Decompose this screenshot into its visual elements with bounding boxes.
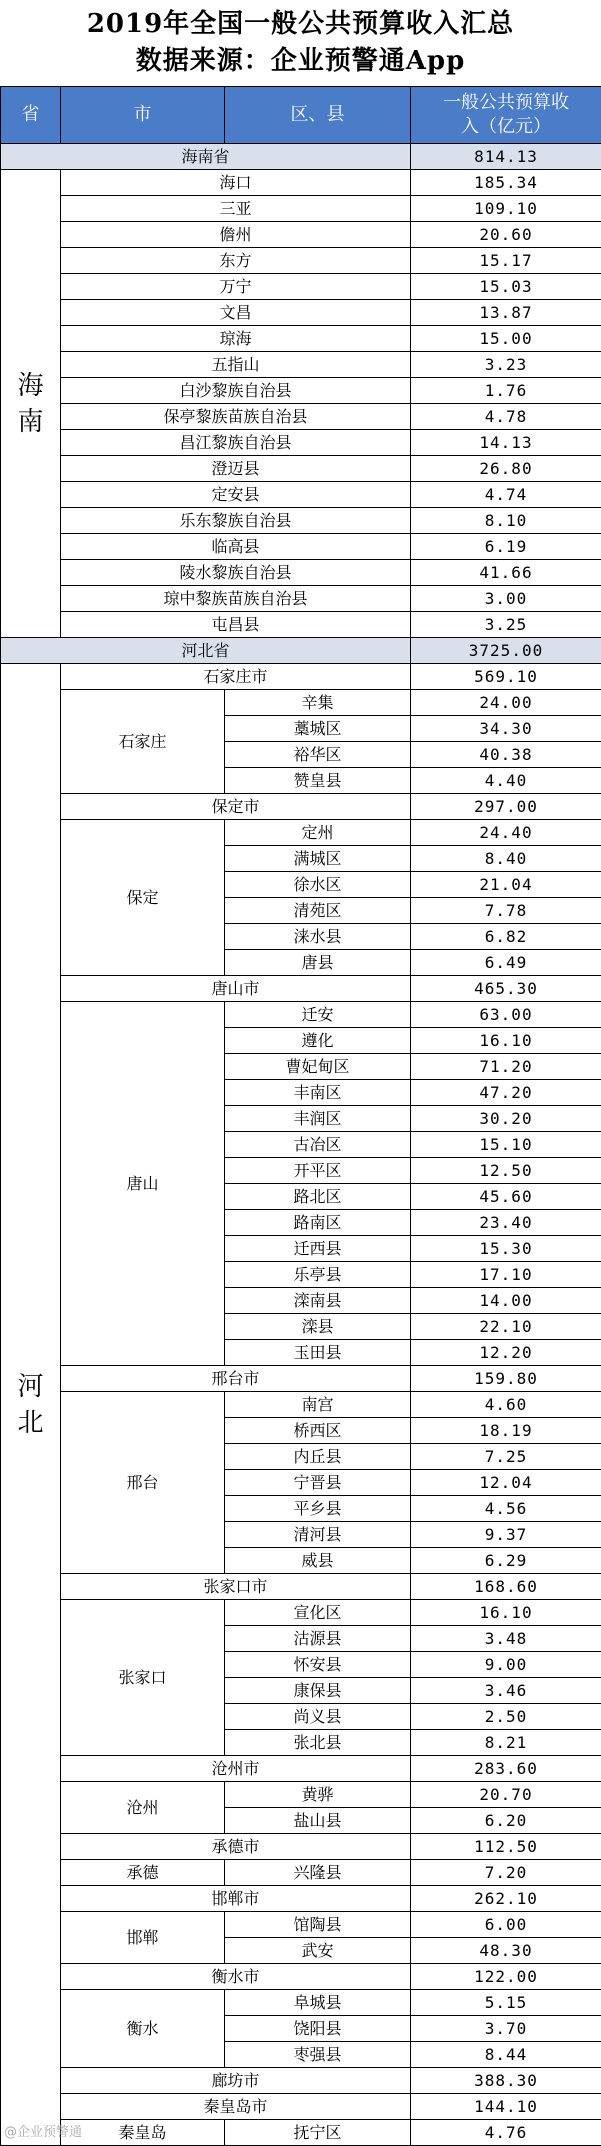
county-value: 6.19 <box>411 534 601 560</box>
city-total-value: 262.10 <box>411 1886 601 1912</box>
city-total-row <box>1 794 601 820</box>
city-group-label: 邢台 <box>61 1392 225 1574</box>
province-name: 海南省 <box>1 144 411 170</box>
county-value: 15.00 <box>411 326 601 352</box>
county-value: 2.50 <box>411 1704 601 1730</box>
county-name: 满城区 <box>225 846 411 872</box>
table-row <box>1 430 601 456</box>
table-row <box>1 1600 601 1626</box>
county-value: 12.04 <box>411 1470 601 1496</box>
province-total: 814.13 <box>411 144 601 170</box>
city-total-row <box>1 2094 601 2120</box>
county-value: 34.30 <box>411 716 601 742</box>
county-name: 内丘县 <box>225 1444 411 1470</box>
city-total-value: 144.10 <box>411 2094 601 2120</box>
county-name: 赞皇县 <box>225 768 411 794</box>
county-name: 滦南县 <box>225 1288 411 1314</box>
header-amount: 一般公共预算收入（亿元） <box>411 87 601 144</box>
city-total-value: 168.60 <box>411 1574 601 1600</box>
city-name: 临高县 <box>61 534 411 560</box>
county-value: 15.10 <box>411 1132 601 1158</box>
county-name: 涞水县 <box>225 924 411 950</box>
city-total-row <box>1 1964 601 1990</box>
county-value: 26.80 <box>411 456 601 482</box>
city-total-value: 465.30 <box>411 976 601 1002</box>
county-value: 47.20 <box>411 1080 601 1106</box>
city-total-value: 569.10 <box>411 664 601 690</box>
table-row <box>1 456 601 482</box>
city-total-name: 承德市 <box>61 1834 411 1860</box>
county-value: 9.00 <box>411 1652 601 1678</box>
city-name: 五指山 <box>61 352 411 378</box>
city-name: 琼海 <box>61 326 411 352</box>
county-value: 12.20 <box>411 1340 601 1366</box>
county-value: 21.04 <box>411 872 601 898</box>
city-name: 澄迈县 <box>61 456 411 482</box>
county-value: 15.17 <box>411 248 601 274</box>
city-group-label: 张家口 <box>61 1600 225 1756</box>
county-value: 4.76 <box>411 2120 601 2146</box>
city-name: 定安县 <box>61 482 411 508</box>
county-value: 4.78 <box>411 404 601 430</box>
table-row <box>1 248 601 274</box>
county-value: 45.60 <box>411 1184 601 1210</box>
city-total-name: 沧州市 <box>61 1756 411 1782</box>
county-name: 迁安 <box>225 1002 411 1028</box>
province-name: 河北省 <box>1 638 411 664</box>
county-value: 6.29 <box>411 1548 601 1574</box>
county-name: 清河县 <box>225 1522 411 1548</box>
county-name: 徐水区 <box>225 872 411 898</box>
table-row <box>1 1990 601 2016</box>
city-total-row <box>1 976 601 1002</box>
county-value: 16.10 <box>411 1028 601 1054</box>
city-name: 昌江黎族自治县 <box>61 430 411 456</box>
county-name: 开平区 <box>225 1158 411 1184</box>
table-row <box>1 300 601 326</box>
watermark: @企业预警通 <box>4 2125 83 2140</box>
county-value: 24.40 <box>411 820 601 846</box>
table-row <box>1 1912 601 1938</box>
table-row <box>1 1392 601 1418</box>
county-name: 饶阳县 <box>225 2016 411 2042</box>
city-name: 万宁 <box>61 274 411 300</box>
county-value: 8.40 <box>411 846 601 872</box>
city-total-name: 邯郸市 <box>61 1886 411 1912</box>
county-value: 185.34 <box>411 170 601 196</box>
county-value: 3.70 <box>411 2016 601 2042</box>
county-name: 尚义县 <box>225 1704 411 1730</box>
county-value: 4.60 <box>411 1392 601 1418</box>
title-block <box>0 0 601 86</box>
table-row <box>1 326 601 352</box>
county-name: 清苑区 <box>225 898 411 924</box>
city-group-label: 邯郸 <box>61 1912 225 1964</box>
county-name: 威县 <box>225 1548 411 1574</box>
county-name: 裕华区 <box>225 742 411 768</box>
table-row <box>1 352 601 378</box>
table-row <box>1 1782 601 1808</box>
county-value: 16.10 <box>411 1600 601 1626</box>
county-value: 6.20 <box>411 1808 601 1834</box>
county-value: 23.40 <box>411 1210 601 1236</box>
city-name: 白沙黎族自治县 <box>61 378 411 404</box>
county-name: 滦县 <box>225 1314 411 1340</box>
city-total-row <box>1 2068 601 2094</box>
province-label: 海南 <box>1 170 61 638</box>
county-name: 定州 <box>225 820 411 846</box>
table-row <box>1 482 601 508</box>
table-row <box>1 508 601 534</box>
county-value: 8.44 <box>411 2042 601 2068</box>
county-name: 南宫 <box>225 1392 411 1418</box>
city-total-name: 张家口市 <box>61 1574 411 1600</box>
county-name: 辛集 <box>225 690 411 716</box>
county-value: 7.25 <box>411 1444 601 1470</box>
county-name: 张北县 <box>225 1730 411 1756</box>
city-group-label: 石家庄 <box>61 690 225 794</box>
province-total-row <box>1 638 601 664</box>
county-value: 30.20 <box>411 1106 601 1132</box>
city-group-label: 秦皇岛 <box>61 2120 225 2146</box>
city-total-name: 石家庄市 <box>61 664 411 690</box>
county-name: 迁西县 <box>225 1236 411 1262</box>
county-value: 8.21 <box>411 1730 601 1756</box>
city-total-name: 唐山市 <box>61 976 411 1002</box>
county-name: 沽源县 <box>225 1626 411 1652</box>
county-value: 5.15 <box>411 1990 601 2016</box>
city-name: 屯昌县 <box>61 612 411 638</box>
county-value: 1.76 <box>411 378 601 404</box>
county-name: 武安 <box>225 1938 411 1964</box>
county-name: 曹妃甸区 <box>225 1054 411 1080</box>
county-value: 41.66 <box>411 560 601 586</box>
city-name: 三亚 <box>61 196 411 222</box>
county-name: 玉田县 <box>225 1340 411 1366</box>
province-label: 河北 <box>1 664 61 2146</box>
table-row <box>1 170 601 196</box>
county-name: 黄骅 <box>225 1782 411 1808</box>
table-row <box>1 586 601 612</box>
county-value: 6.00 <box>411 1912 601 1938</box>
table-row <box>1 534 601 560</box>
city-group-label: 保定 <box>61 820 225 976</box>
city-name: 乐东黎族自治县 <box>61 508 411 534</box>
county-value: 9.37 <box>411 1522 601 1548</box>
table-row <box>1 1860 601 1886</box>
header-city: 市 <box>61 87 225 144</box>
city-name: 东方 <box>61 248 411 274</box>
table-row <box>1 612 601 638</box>
table-body <box>1 144 601 2146</box>
county-value: 20.70 <box>411 1782 601 1808</box>
county-value: 7.78 <box>411 898 601 924</box>
county-name: 乐亭县 <box>225 1262 411 1288</box>
city-total-row <box>1 1834 601 1860</box>
city-name: 琼中黎族苗族自治县 <box>61 586 411 612</box>
city-total-name: 衡水市 <box>61 1964 411 1990</box>
city-total-name: 秦皇岛市 <box>61 2094 411 2120</box>
county-name: 古冶区 <box>225 1132 411 1158</box>
county-name: 盐山县 <box>225 1808 411 1834</box>
county-name: 抚宁区 <box>225 2120 411 2146</box>
county-value: 15.30 <box>411 1236 601 1262</box>
table-row <box>1 820 601 846</box>
city-name: 海口 <box>61 170 411 196</box>
county-name: 路北区 <box>225 1184 411 1210</box>
table-row <box>1 378 601 404</box>
revenue-table <box>0 86 601 2146</box>
county-value: 3.25 <box>411 612 601 638</box>
table-row <box>1 404 601 430</box>
county-value: 4.74 <box>411 482 601 508</box>
county-value: 6.82 <box>411 924 601 950</box>
county-value: 3.46 <box>411 1678 601 1704</box>
county-value: 12.50 <box>411 1158 601 1184</box>
table-row <box>1 1002 601 1028</box>
county-value: 15.03 <box>411 274 601 300</box>
county-value: 48.30 <box>411 1938 601 1964</box>
county-value: 4.40 <box>411 768 601 794</box>
county-value: 24.00 <box>411 690 601 716</box>
county-name: 路南区 <box>225 1210 411 1236</box>
header-county: 区、县 <box>225 87 411 144</box>
county-value: 3.48 <box>411 1626 601 1652</box>
county-name: 唐县 <box>225 950 411 976</box>
city-group-label: 沧州 <box>61 1782 225 1834</box>
county-name: 遵化 <box>225 1028 411 1054</box>
county-value: 6.49 <box>411 950 601 976</box>
county-name: 藁城区 <box>225 716 411 742</box>
county-value: 7.20 <box>411 1860 601 1886</box>
county-value: 14.00 <box>411 1288 601 1314</box>
county-name: 馆陶县 <box>225 1912 411 1938</box>
county-value: 13.87 <box>411 300 601 326</box>
city-group-label: 唐山 <box>61 1002 225 1366</box>
county-value: 109.10 <box>411 196 601 222</box>
city-total-row <box>1 1886 601 1912</box>
city-total-row <box>1 1574 601 1600</box>
city-total-value: 122.00 <box>411 1964 601 1990</box>
county-name: 平乡县 <box>225 1496 411 1522</box>
city-group-label: 承德 <box>61 1860 225 1886</box>
city-total-name: 邢台市 <box>61 1366 411 1392</box>
city-total-row <box>1 664 601 690</box>
county-value: 3.23 <box>411 352 601 378</box>
county-name: 桥西区 <box>225 1418 411 1444</box>
county-value: 8.10 <box>411 508 601 534</box>
county-name: 宣化区 <box>225 1600 411 1626</box>
county-name: 枣强县 <box>225 2042 411 2068</box>
city-total-value: 159.80 <box>411 1366 601 1392</box>
province-total-row <box>1 144 601 170</box>
county-value: 18.19 <box>411 1418 601 1444</box>
city-total-name: 廊坊市 <box>61 2068 411 2094</box>
city-total-row <box>1 1366 601 1392</box>
province-total: 3725.00 <box>411 638 601 664</box>
city-name: 陵水黎族自治县 <box>61 560 411 586</box>
table-row <box>1 690 601 716</box>
city-group-label: 衡水 <box>61 1990 225 2068</box>
county-value: 20.60 <box>411 222 601 248</box>
title-line-2: 数据来源：企业预警通App <box>135 46 466 76</box>
table-row <box>1 274 601 300</box>
table-row <box>1 222 601 248</box>
city-name: 保亭黎族苗族自治县 <box>61 404 411 430</box>
county-name: 丰南区 <box>225 1080 411 1106</box>
table-header-row <box>1 87 601 144</box>
county-value: 3.00 <box>411 586 601 612</box>
county-value: 4.56 <box>411 1496 601 1522</box>
city-total-value: 112.50 <box>411 1834 601 1860</box>
county-name: 阜城县 <box>225 1990 411 2016</box>
county-value: 22.10 <box>411 1314 601 1340</box>
city-name: 儋州 <box>61 222 411 248</box>
city-total-row <box>1 1756 601 1782</box>
table-row <box>1 196 601 222</box>
county-name: 康保县 <box>225 1678 411 1704</box>
city-total-name: 保定市 <box>61 794 411 820</box>
city-name: 文昌 <box>61 300 411 326</box>
county-value: 14.13 <box>411 430 601 456</box>
county-value: 71.20 <box>411 1054 601 1080</box>
city-total-value: 297.00 <box>411 794 601 820</box>
header-province: 省 <box>1 87 61 144</box>
table-row <box>1 560 601 586</box>
county-name: 怀安县 <box>225 1652 411 1678</box>
county-name: 宁晋县 <box>225 1470 411 1496</box>
county-value: 40.38 <box>411 742 601 768</box>
county-name: 丰润区 <box>225 1106 411 1132</box>
city-total-value: 388.30 <box>411 2068 601 2094</box>
table-row <box>1 2120 601 2146</box>
county-value: 17.10 <box>411 1262 601 1288</box>
county-value: 63.00 <box>411 1002 601 1028</box>
county-name: 兴隆县 <box>225 1860 411 1886</box>
title-line-1: 2019年全国一般公共预算收入汇总 <box>86 9 515 39</box>
city-total-value: 283.60 <box>411 1756 601 1782</box>
